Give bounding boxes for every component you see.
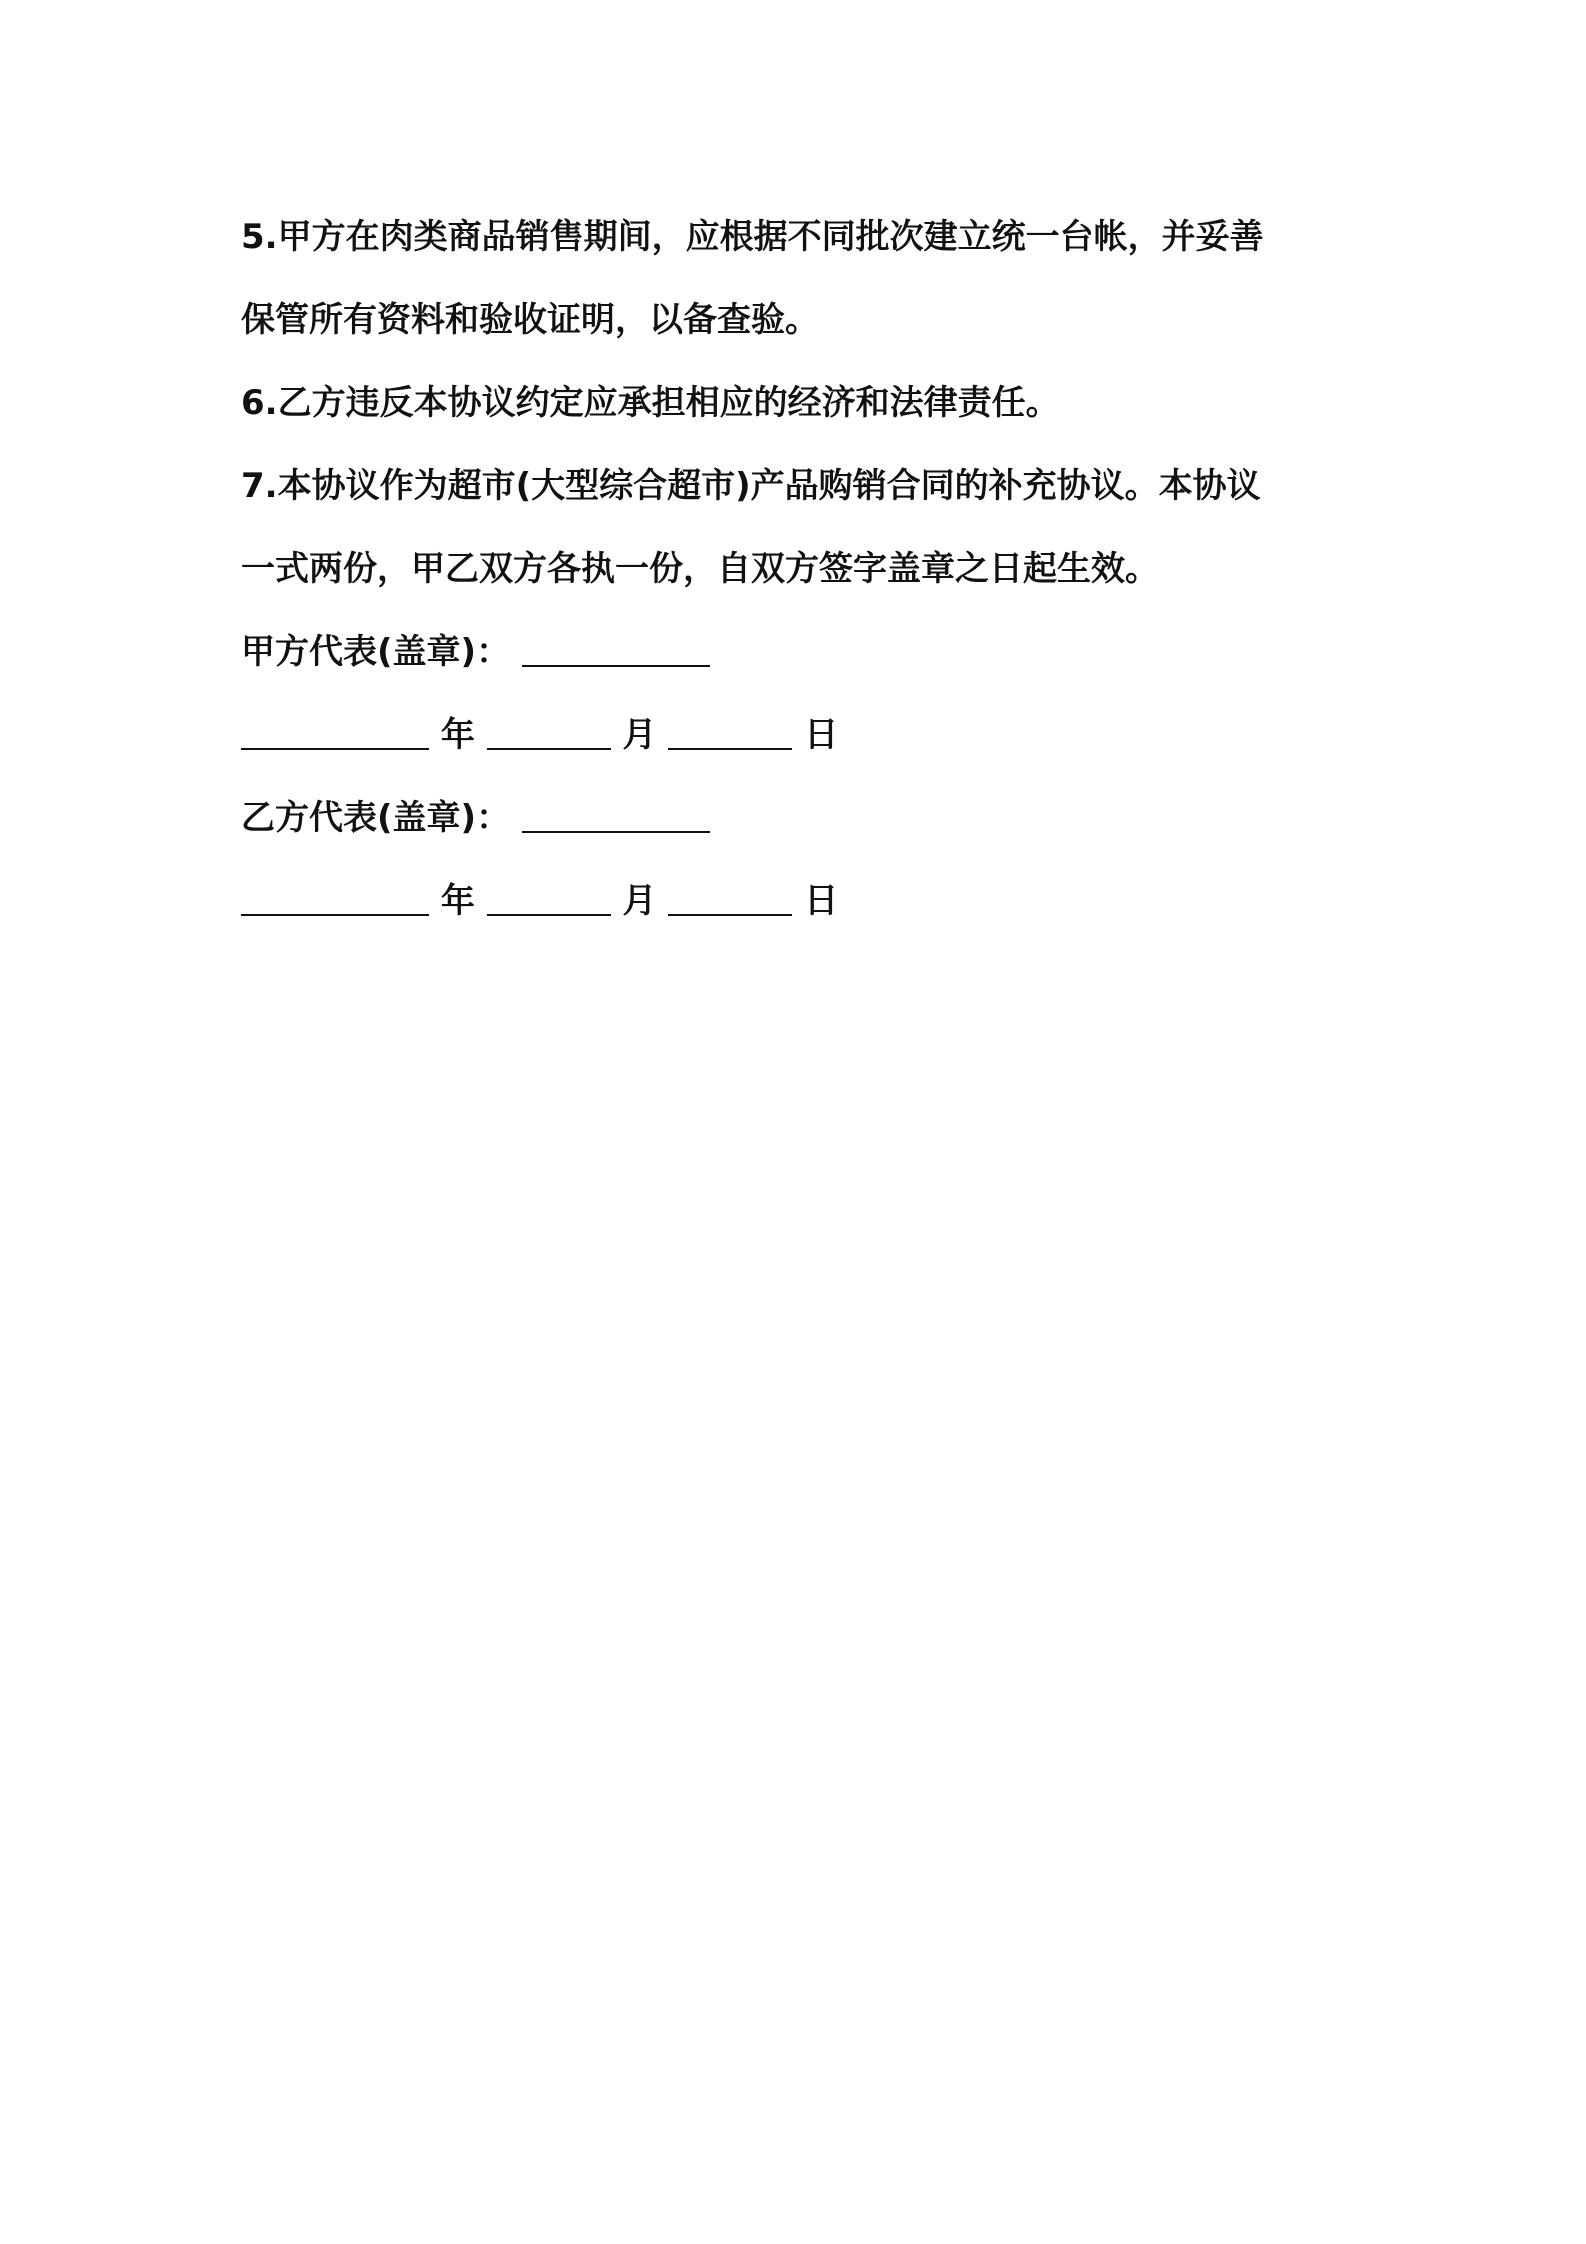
party-a-date-row <box>241 694 1361 777</box>
party-a-month-blank[interactable] <box>487 747 611 750</box>
party-a-signature-blank[interactable] <box>522 664 710 667</box>
party-b-signature-blank[interactable] <box>522 830 710 833</box>
clause-6: 6.乙方违反本协议约定应承担相应的经济和法律责任。 <box>241 383 1060 423</box>
party-b-month-blank[interactable] <box>487 913 611 916</box>
party-a-day-blank[interactable] <box>668 747 792 750</box>
clause-7-line-1: 7.本协议作为超市(大型综合超市)产品购销合同的补充协议。本协议 <box>241 466 1261 506</box>
clause-5-line-1: 5.甲方在肉类商品销售期间，应根据不同批次建立统一台帐，并妥善 <box>241 217 1264 257</box>
party-b-year-label: 年 <box>440 881 475 921</box>
party-b-month-label: 月 <box>622 881 657 921</box>
party-a-day-label: 日 <box>804 715 839 755</box>
party-b-year-blank[interactable] <box>241 913 429 916</box>
clause-5-line-2: 保管所有资料和验收证明，以备查验。 <box>241 300 819 340</box>
party-a-signature-row <box>241 611 1361 694</box>
party-a-month-label: 月 <box>622 715 657 755</box>
party-b-day-label: 日 <box>804 881 839 921</box>
party-b-date-row <box>241 860 1361 943</box>
party-b-day-blank[interactable] <box>668 913 792 916</box>
party-a-year-blank[interactable] <box>241 747 429 750</box>
party-b-signature-row <box>241 777 1361 860</box>
party-b-label: 乙方代表(盖章)： <box>241 798 511 838</box>
clause-7-line-2: 一式两份，甲乙双方各执一份，自双方签字盖章之日起生效。 <box>241 549 1159 589</box>
document-body <box>241 196 1361 943</box>
party-a-year-label: 年 <box>440 715 475 755</box>
party-a-label: 甲方代表(盖章)： <box>241 632 511 672</box>
